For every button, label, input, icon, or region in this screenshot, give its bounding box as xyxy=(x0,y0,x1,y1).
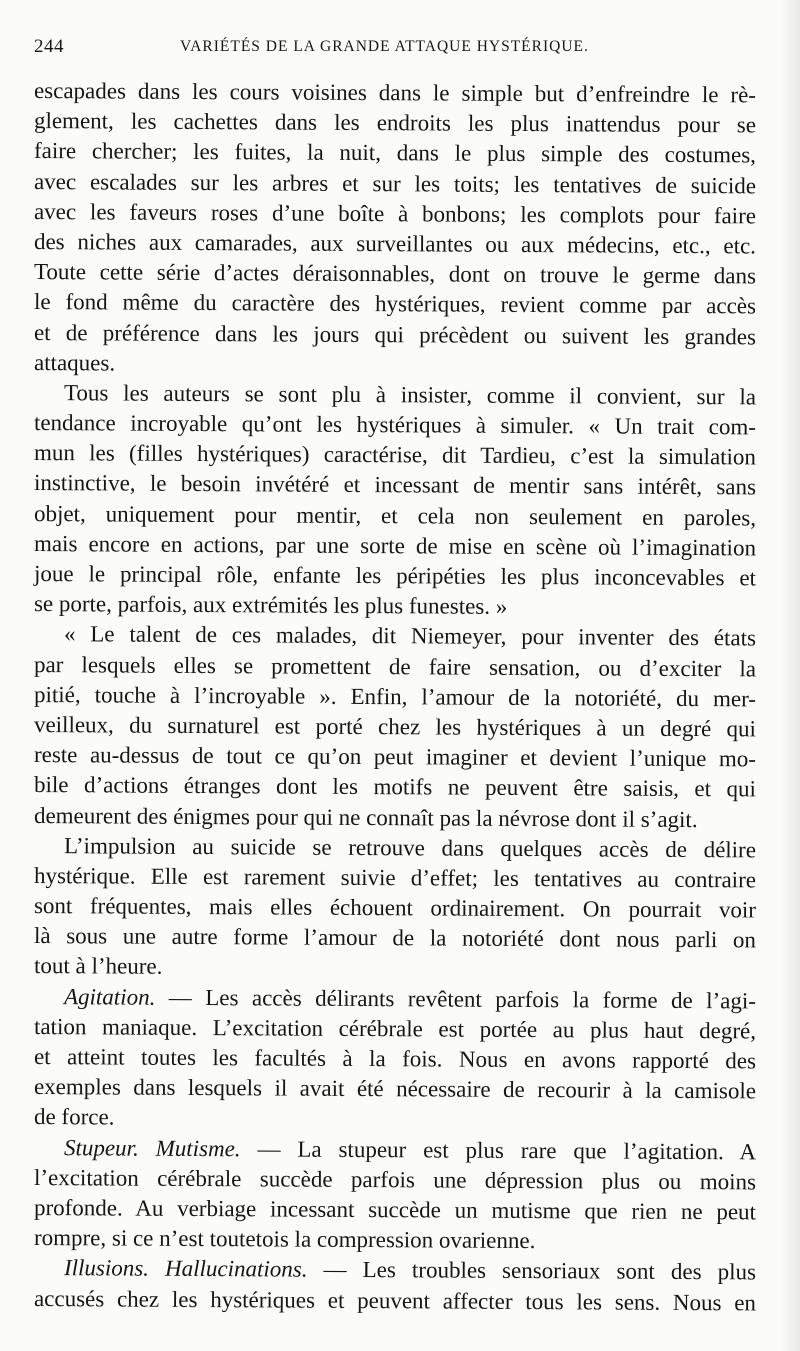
text-line xyxy=(34,951,756,986)
text-line xyxy=(34,1223,756,1258)
line-text: escapades dans les cours voisines dans le simple but d’enfreindre le rè- xyxy=(33,78,757,108)
line-text: tendance incroyable qu’ont les hystériques à simuler. « Un trait com- xyxy=(33,410,757,440)
text-line xyxy=(34,1253,756,1288)
text-line xyxy=(34,770,756,805)
section-heading: Illusions. Hallucinations. xyxy=(63,1255,308,1282)
text-line xyxy=(34,227,756,262)
text-line xyxy=(34,1193,756,1228)
line-text: de force. xyxy=(33,1104,115,1130)
page-number: 244 xyxy=(34,36,64,57)
text-line xyxy=(34,499,756,534)
running-head: VARIÉTÉS DE LA GRANDE ATTAQUE HYSTÉRIQUE. xyxy=(180,38,589,55)
text-line xyxy=(34,287,756,322)
line-text: l’excitation cérébrale succède parfois une dépression plus ou moins xyxy=(33,1164,757,1195)
line-text: et de préférence dans les jours qui précèdent ou suivent les grandes xyxy=(33,319,757,349)
text-line xyxy=(34,619,756,654)
text-line xyxy=(34,378,756,413)
text-line xyxy=(34,801,756,836)
body-text xyxy=(34,76,756,1314)
text-line xyxy=(34,559,756,594)
text-line xyxy=(34,167,756,202)
line-text: avec escalades sur les arbres et sur les toits; les tentatives de suicide xyxy=(33,168,757,198)
line-text: objet, uniquement pour mentir, et cela non seulement en paroles, xyxy=(33,500,757,531)
line-text: mun les (filles hystériques) caractérise, dit Tardieu, c’est la simulation xyxy=(33,440,757,470)
line-text: hystérique. Elle est rarement suivie d’effet; les tentatives au contraire xyxy=(33,862,757,893)
line-text: bile d’actions étranges dont les motifs ne peuvent être saisis, et qui xyxy=(33,772,757,802)
line-text: avec les faveurs roses d’une boîte à bonbons; les complots pour faire xyxy=(33,198,757,229)
line-text: — Les troubles sensoriaux sont des plus xyxy=(307,1256,757,1285)
line-text: par lesquels elles se promettent de faire sensation, ou d’exciter la xyxy=(33,651,757,681)
line-text: instinctive, le besoin invétéré et incessant de mentir sans intérêt, sans xyxy=(33,470,757,500)
text-line xyxy=(34,982,756,1017)
line-text: joue le principal rôle, enfante les péripéties les plus inconcevables et xyxy=(33,561,757,591)
line-text: demeurent des énigmes pour qui ne connaît pas la névrose dont il s’agit. xyxy=(33,802,698,832)
text-line xyxy=(34,348,756,383)
text-line xyxy=(34,1042,756,1077)
line-text: veilleux, du surnaturel est porté chez les hystériques à un degré qui xyxy=(33,711,757,742)
text-line xyxy=(34,650,756,685)
text-line xyxy=(34,257,756,292)
line-text: profonde. Au verbiage incessant succède un mutisme que rien ne peut xyxy=(33,1194,757,1225)
text-line xyxy=(34,740,756,775)
line-text: exemples dans lesquels il avait été nécessaire de recourir à la camisole xyxy=(33,1074,757,1104)
text-line xyxy=(34,589,756,624)
line-text: et atteint toutes les facultés à la fois. Nous en avons rapporté des xyxy=(33,1044,757,1074)
text-line xyxy=(34,529,756,564)
text-line xyxy=(34,921,756,956)
text-line xyxy=(34,438,756,473)
line-text: des niches aux camarades, aux surveillantes ou aux médecins, etc., etc. xyxy=(33,228,757,259)
line-text: accusés chez les hystériques et peuvent affecter tous les sens. Nous en xyxy=(33,1285,757,1315)
section-heading: Stupeur. Mutisme. xyxy=(63,1134,241,1161)
text-line xyxy=(34,680,756,715)
text-line xyxy=(34,1102,756,1137)
text-line xyxy=(34,408,756,443)
line-text: là sous une autre forme l’amour de la notoriété dont nous parli on xyxy=(33,923,757,953)
page-edge-shadow xyxy=(780,0,800,1351)
section-heading: Agitation. xyxy=(63,983,156,1010)
line-text: tation maniaque. L’excitation cérébrale est portée au plus haut degré, xyxy=(33,1013,757,1044)
text-line xyxy=(34,1163,756,1198)
line-text: se porte, parfois, aux extrémités les plus funestes. » xyxy=(33,591,508,620)
text-line xyxy=(34,1012,756,1047)
text-line xyxy=(34,1133,756,1168)
line-text: L’impulsion au suicide se retrouve dans quelques accès de délire xyxy=(63,832,757,863)
text-line xyxy=(34,861,756,896)
line-text: sont fréquentes, mais elles échouent ordinairement. On pourrait voir xyxy=(33,893,757,923)
line-text: pitié, touche à l’incroyable ». Enfin, l’amour de la notoriété, du mer- xyxy=(33,681,757,712)
text-line xyxy=(34,197,756,232)
text-line xyxy=(34,1072,756,1107)
text-line xyxy=(34,891,756,926)
line-text: Toute cette série d’actes déraisonnables, dont on trouve le germe dans xyxy=(33,259,757,289)
page-header xyxy=(34,36,754,64)
line-text: Tous les auteurs se sont plu à insister, comme il convient, sur la xyxy=(63,380,757,410)
line-text: tout à l’heure. xyxy=(33,953,163,980)
text-line xyxy=(34,76,756,111)
line-text: attaques. xyxy=(33,349,116,376)
text-line xyxy=(34,710,756,745)
line-text: faire chercher; les fuites, la nuit, dans le plus simple des costumes, xyxy=(33,138,757,168)
text-line xyxy=(34,468,756,503)
line-text: le fond même du caractère des hystériques, revient comme par accès xyxy=(33,289,757,319)
text-line xyxy=(34,106,756,141)
text-line xyxy=(34,831,756,866)
text-line xyxy=(34,1284,756,1319)
line-text: glement, les cachettes dans les endroits les plus inattendus pour se xyxy=(33,108,757,138)
line-text: reste au-dessus de tout ce qu’on peut imaginer et devient l’unique mo- xyxy=(33,742,757,772)
line-text: rompre, si ce n’est toutetois la compression ovarienne. xyxy=(33,1225,536,1254)
line-text: mais encore en actions, par une sorte de mise en scène où l’imagination xyxy=(33,530,757,561)
line-text: — La stupeur est plus rare que l’agitation. A xyxy=(240,1135,757,1164)
text-line xyxy=(34,136,756,171)
line-text: « Le talent de ces malades, dit Niemeyer, pour inventer des états xyxy=(63,621,757,651)
line-text: — Les accès délirants revêtent parfois la forme de l’agi- xyxy=(155,984,757,1014)
text-line xyxy=(34,318,756,353)
